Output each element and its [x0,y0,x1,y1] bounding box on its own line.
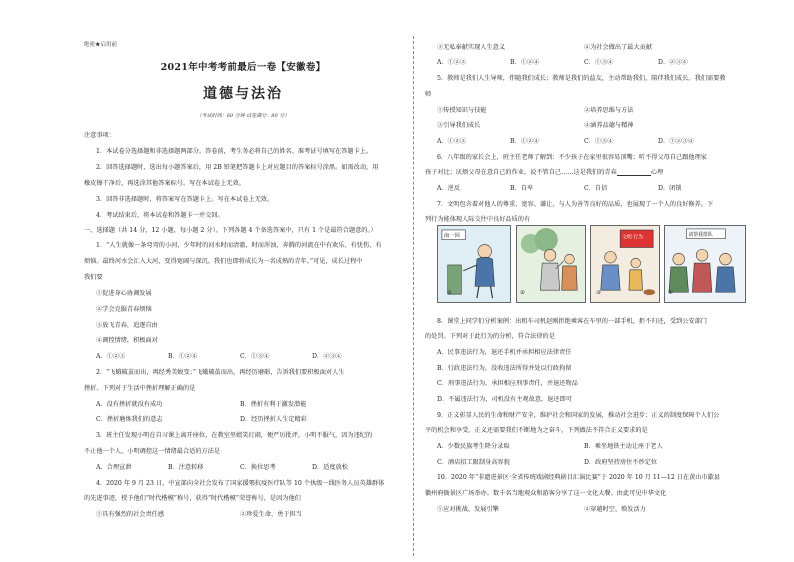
q4-choice-2: ②珍爱生命、勇于担当 [240,511,302,518]
q4-option-d[interactable]: D．②③④ [658,59,688,66]
q3-option-a[interactable]: A．合理宣泄 [96,464,132,471]
q8-line-2: 的处罚。下列对于此行为的分析，符合法律的是 [425,333,555,340]
q8-option-d[interactable]: D．不属违法行为，司机没有主观故意，退还即可 [437,396,572,403]
q1-option-b[interactable]: B．①②④ [168,353,198,360]
q9-line-1: 9．正义彰显人民的生命和财产安全，维护社会和国家的发展，推动社会进步；正义的制度保障个人们公 [437,412,720,419]
q4-choice-1: ①具有强烈的社会责任感 [96,511,165,518]
cartoon-1-text: 南一回 [443,233,460,240]
cartoon-4-drawing [665,226,745,302]
q5-option-a[interactable]: A．①②③ [437,138,467,145]
q2-line-1: 2．“飞蛾破茧而出，再经秀美蜕变；”飞蛾破茧而出，再经历磨砺，告诉我们要积极面对人生 [96,369,345,376]
note-line-4: 4．考试结束后，将本试卷和答题卡一并交回。 [96,212,224,219]
q4-option-c[interactable]: C．①③④ [584,59,614,66]
q1-choice-3: ③放飞青春，追逐自由 [96,322,158,329]
exam-title: 2021年中考考前最后一卷【安徽卷】 [160,62,326,73]
q9-option-a[interactable]: A．少数民族考生降分录取 [437,443,510,450]
cartoon-4-caption: ④ [668,290,673,296]
column-divider [413,36,414,556]
notes-heading: 注意事项： [84,132,115,139]
q6-line-1: 6．八年级的家长会上，班主任老师了解到：不少孩子在家里很容易顶嘴；听不得父母自己跟他理家 [437,154,707,161]
q1-choice-2: ②学会克服青春烦恼 [96,306,152,313]
q2-line-2: 挫折。下列对于生活中挫折理解正确的是 [84,385,196,392]
q4-line-1: 4．2020 年 9 月 23 日，中宣部向全社会发布了国家援鄂抗疫医疗队等 10 个执级一线医务人员英雄群体 [96,480,385,487]
exam-info: （考试时间：60 分钟 试卷满分：80 分） [196,113,290,119]
q2-option-d[interactable]: D．经历挫折人生定精彩 [240,416,307,423]
q3-option-d[interactable]: D．适度放松 [312,464,348,471]
cartoon-3-drawing [591,226,659,302]
q6-line-2: 孩子对比；厌烦父母在意自己的作业，说不管自己……这是我们的青春 心理 [425,169,664,176]
q1-line-1: 1．“人生就像一条弯弯的小河，少年时的河水时而清澈，时而浑浊，奔腾的河流在中有欢乐、有忧伤，有 [96,242,382,249]
q6-option-d[interactable]: D．闭锁 [658,185,682,192]
q10-line-2: 徽州府衙景区广场举办。数千名当地观众和游客分享了这一文化大餐。由此可见中华文化 [425,490,667,497]
q1-option-d[interactable]: D．②③④ [312,353,342,360]
q8-option-c[interactable]: C．刑事违法行为，承担相应刑事责任，并退还物品 [437,380,578,387]
q4-line-2: 的先进事迹，授予他们“时代楷模”称号，获得“时代楷模”荣誉称号，是因为他们 [84,495,301,502]
q2-option-a[interactable]: A．没有挫折就没有成功 [96,401,163,408]
q6-option-c[interactable]: C．自信 [584,185,608,192]
q9-option-c[interactable]: C．酒店招工限制身高容貌 [437,459,510,466]
q8-option-a[interactable]: A．民事违法行为，退还手机并承担相应法律责任 [437,349,572,356]
q7-line-2: 列行为能体现人际交往中良好品质的有 [425,216,531,223]
q1-choice-4: ④调控情绪，积极面对 [96,337,158,344]
q2-option-b[interactable]: B．挫折有利于激发潜能 [240,401,307,408]
q10-choice-2: ②穿越时空、焕发活力 [584,506,646,513]
q6-blank[interactable] [617,169,651,176]
cartoon-3-caption: ③ [596,290,601,296]
q5-option-d[interactable]: D．①②③④ [658,138,694,145]
q1-line-2: 烦恼。最终河水会汇入大河，变得宽阔与深沉。我们也即将成长为一名成熟的青年。”可见，成长过程中 [84,258,363,265]
cartoon-4 [664,225,746,303]
q7-line-1: 7．文明包含着对他人的尊重、宽容、谦让，与人为善等良好的品质，也展现了一个人的良好修养。下 [437,201,714,208]
q5-choice-1: ①传授知识与技能 [437,107,487,114]
note-line-3: 3．回答非选择题时，将答案写在答题卡上。写在本试卷上无效。 [96,196,274,203]
q10-choice-1: ①应对挑战、发展引擎 [437,506,499,513]
cartoon-1-caption: ① [447,290,452,296]
q3-option-c[interactable]: C．换位思考 [240,464,276,471]
q3-line-2: 不止他一个人，小明调控这一情绪最合适的方法是 [84,448,221,455]
q1-option-c[interactable]: C．①③④ [240,353,270,360]
q4-choice-4: ④为社会做出了最大贡献 [584,44,653,51]
cartoon-2-drawing [517,226,585,302]
q8-line-1: 8．课堂上同学们分析案例：出租车司机赵刚拒绝乘客在车里的一部手机，拒不归还，受到公安部门 [437,318,707,325]
note-line-2: 2．回答选择题时，选出每小题答案后，用 2B 铅笔把答题卡上对应题目的答案标号涂黑。如需改动，用 [96,164,379,171]
q3-option-b[interactable]: B．注意转移 [168,464,204,471]
note-line-2b: 橡皮擦干净后，再选涂其他答案标号。写在本试卷上无效。 [84,180,245,187]
subject-title: 道德与法治 [203,86,283,102]
note-line-1: 1．本试卷分选择题和非选择题两部分。答卷前，考生务必将自己的姓名、准考证号填写在答题卡上。 [96,148,373,155]
q4-option-b[interactable]: B．①②④ [510,59,540,66]
section-heading: 一、选择题（共 14 分，12 小题，每小题 2 分）。下列各题 4 个备选答案中，只有 1 个是最符合题意的。） [84,227,377,234]
cartoon-2 [516,225,586,303]
q10-line-1: 10．2020 年“非遗进景区·全省传统戏剧经典剧目汇演比赛”于 2020 年 10 月 11—12 日在黄山市歙县 [437,474,721,481]
q4-choice-3: ③无私奉献实现人生意义 [437,44,506,51]
q9-option-b[interactable]: B．乘坐地铁主动让座于老人 [584,443,663,450]
secret-label: 绝密★启用前 [84,42,118,48]
q5-line-1: 5．教师是我们人生导师，伴随我们成长；教师是我们的益友，主动帮助我们，陪伴我们成长。我们需要教 [437,75,726,82]
q5-line-2: 师 [425,91,432,98]
q3-line-1: 3．班主任发现小明在自习课上离开座位，在教室里嬉笑打闹，便严厉批评，小明不服气，因为违纪的 [96,432,373,439]
q6-option-a[interactable]: A．逆反 [437,185,461,192]
q1-choice-1: ①促进身心协调发展 [96,290,152,297]
q5-option-b[interactable]: B．①②④ [510,138,540,145]
q9-option-d[interactable]: D．政府坚持房住不炒定位 [584,459,658,466]
q5-choice-3: ③引导我们成长 [437,122,481,129]
q5-choice-2: ②培养思维与方法 [584,107,634,114]
q2-option-c[interactable]: C．挫折磨炼我们的意志 [96,416,163,423]
q1-line-3: 我们要 [84,274,103,281]
cartoon-2-caption: ② [520,290,525,296]
q1-option-a[interactable]: A．①②③ [96,353,126,360]
q4-option-a[interactable]: A．①②③ [437,59,467,66]
q6-option-b[interactable]: B．自卑 [510,185,534,192]
q8-option-b[interactable]: B．行政违法行为，没收违法所得并处以行政拘留 [437,365,572,372]
q9-line-2: 平的机会和享受。正义还需要我们不断地为之奋斗，下列做法不符合正义要求的是 [425,427,648,434]
cartoon-3-text: 文明 行为 [622,234,644,241]
q5-option-c[interactable]: C．①③④ [584,138,614,145]
q5-choice-4: ④涵养品德与精神 [584,122,634,129]
cartoon-4-text: 请帮我排队 [688,232,713,239]
